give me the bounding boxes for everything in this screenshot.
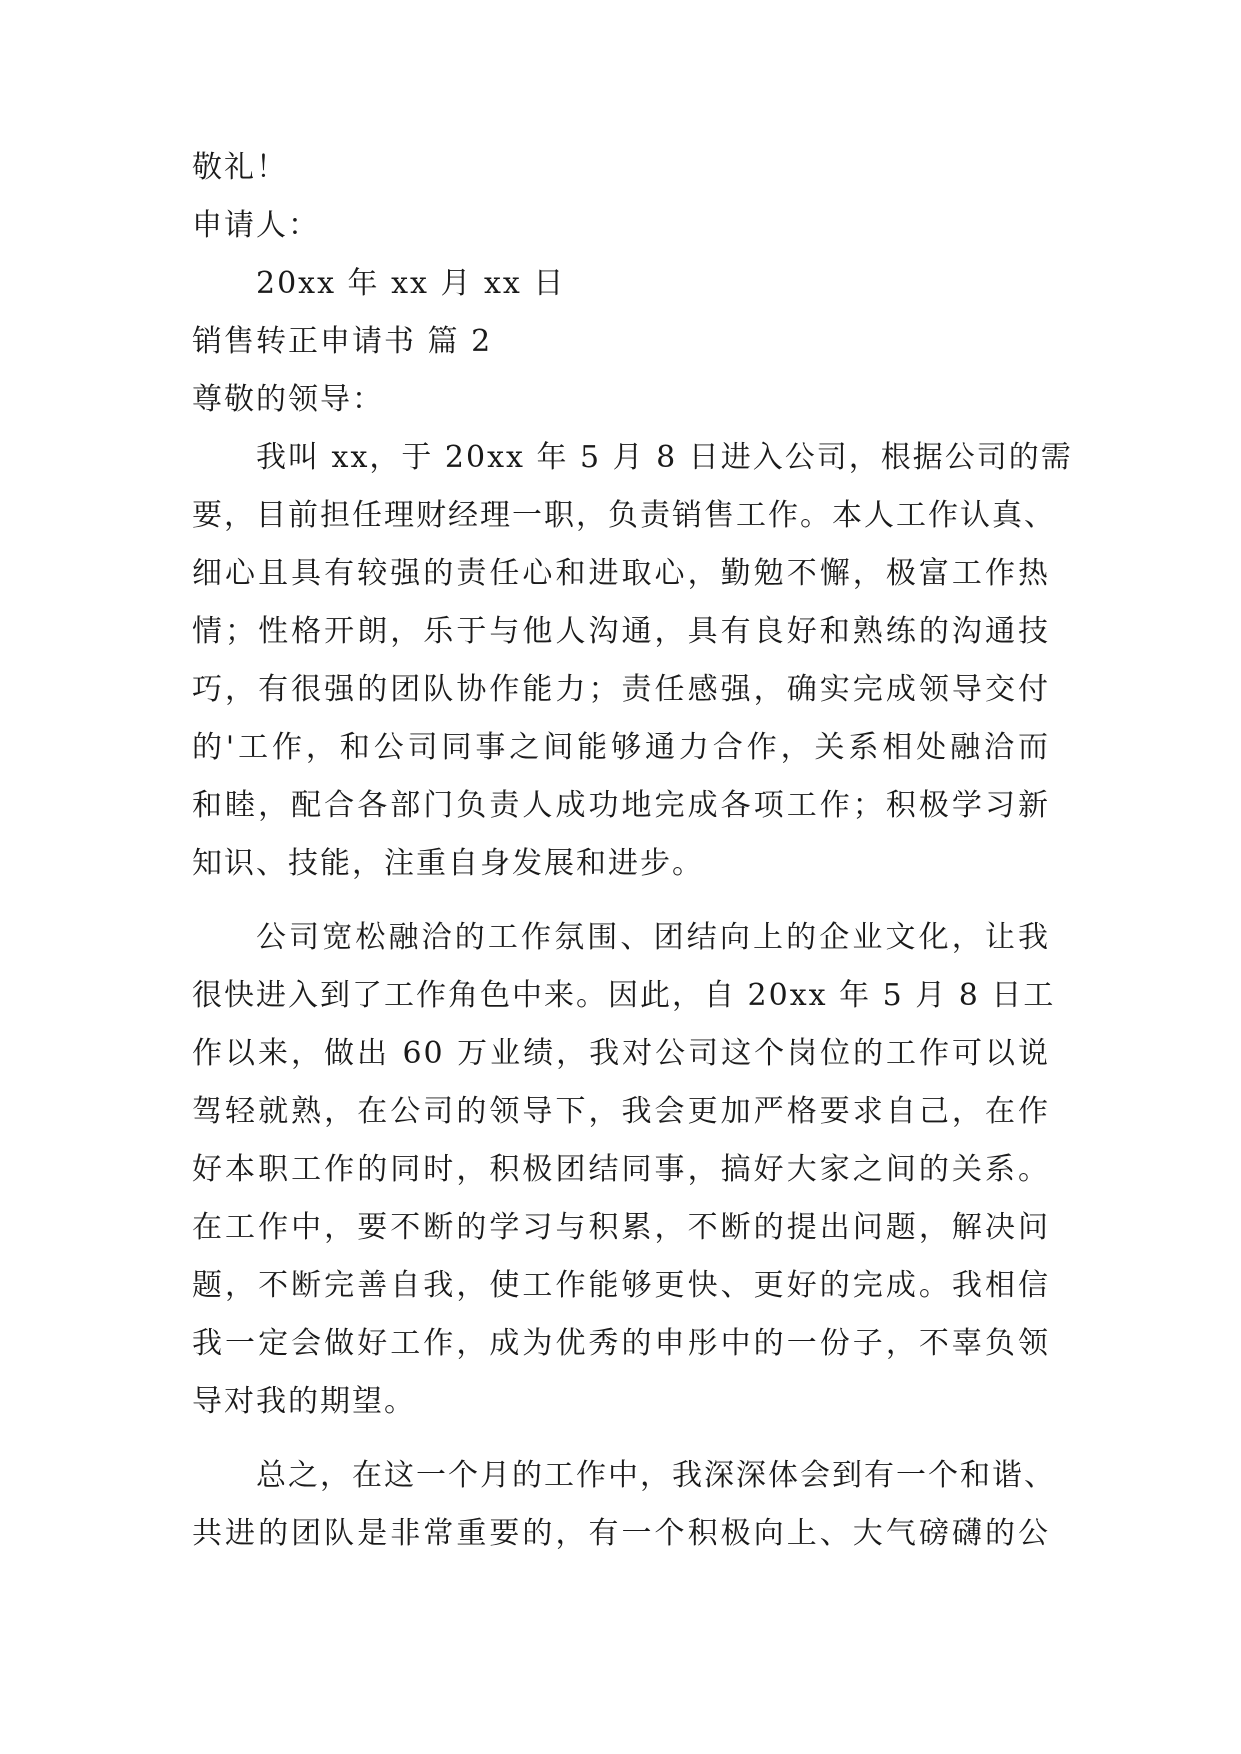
paragraph-line: 要，目前担任理财经理一职，负责销售工作。本人工作认真、	[192, 498, 1056, 533]
paragraph-line: 导对我的期望。	[192, 1384, 416, 1419]
paragraph-line: 好本职工作的同时，积极团结同事，搞好大家之间的关系。	[192, 1152, 1050, 1187]
paragraph-line: 巧，有很强的团队协作能力；责任感强，确实完成领导交付	[192, 672, 1050, 707]
paragraph-line: 和睦，配合各部门负责人成功地完成各项工作；积极学习新	[192, 788, 1050, 823]
paragraph-line: 公司宽松融洽的工作氛围、团结向上的企业文化，让我	[256, 920, 1050, 955]
paragraph-line: 总之，在这一个月的工作中，我深深体会到有一个和谐、	[256, 1458, 1056, 1493]
paragraph-line: 很快进入到了工作角色中来。因此，自 20xx 年 5 月 8 日工	[192, 978, 1056, 1013]
paragraph-line: 我叫 xx，于 20xx 年 5 月 8 日进入公司，根据公司的需	[256, 440, 1073, 475]
paragraph-line: 知识、技能，注重自身发展和进步。	[192, 846, 704, 881]
applicant-label: 申请人：	[192, 208, 320, 243]
paragraph-line: 驾轻就熟，在公司的领导下，我会更加严格要求自己，在作	[192, 1094, 1050, 1129]
paragraph-line: 共进的团队是非常重要的，有一个积极向上、大气磅礴的公	[192, 1516, 1050, 1551]
paragraph-line: 我一定会做好工作，成为优秀的申彤中的一份子，不辜负领	[192, 1326, 1050, 1361]
greeting: 尊敬的领导：	[192, 382, 384, 417]
paragraph-line: 情；性格开朗，乐于与他人沟通，具有良好和熟练的沟通技	[192, 614, 1050, 649]
paragraph-line: 的'工作，和公司同事之间能够通力合作，关系相处融洽而	[192, 730, 1050, 765]
closing-salute: 敬礼！	[192, 150, 288, 185]
section-title: 销售转正申请书 篇 2	[192, 324, 493, 359]
paragraph-line: 在工作中，要不断的学习与积累，不断的提出问题，解决问	[192, 1210, 1050, 1245]
paragraph-line: 题，不断完善自我，使工作能够更快、更好的完成。我相信	[192, 1268, 1050, 1303]
date-line: 20xx 年 xx 月 xx 日	[256, 266, 566, 301]
paragraph-line: 作以来，做出 60 万业绩，我对公司这个岗位的工作可以说	[192, 1036, 1050, 1071]
paragraph-line: 细心且具有较强的责任心和进取心，勤勉不懈，极富工作热	[192, 556, 1050, 591]
